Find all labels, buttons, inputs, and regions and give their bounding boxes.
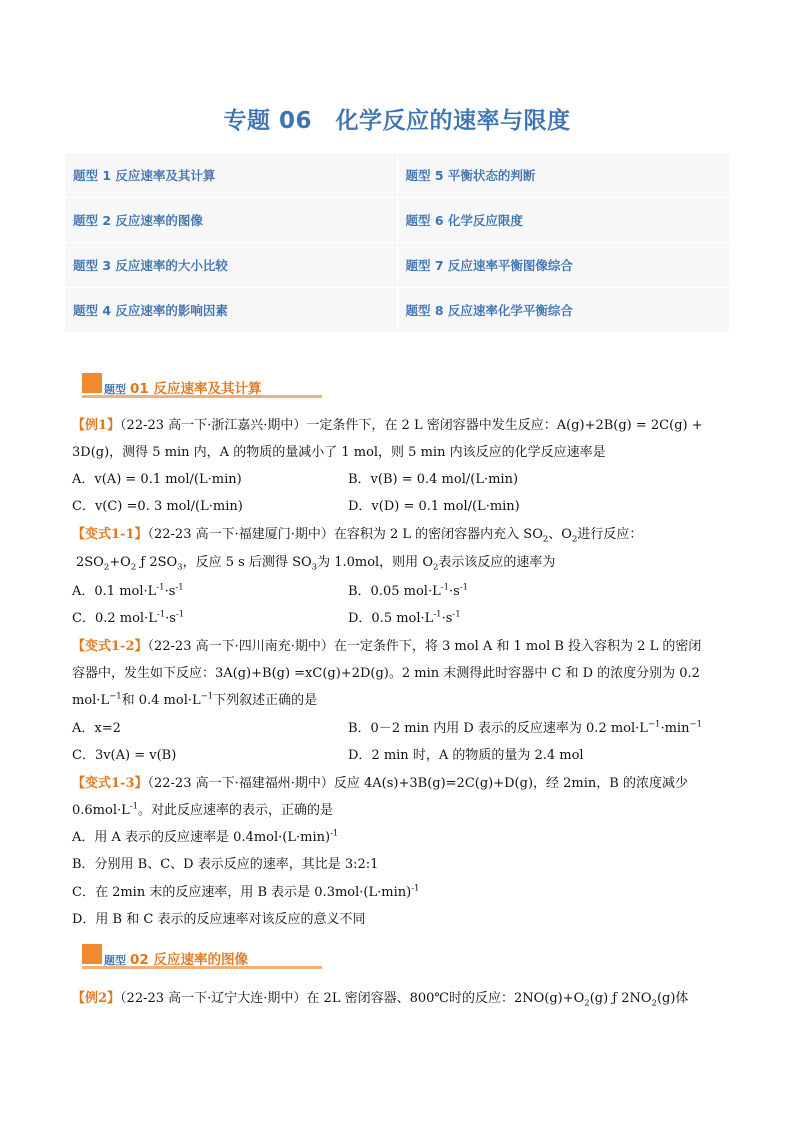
variant-1-1-option-c: C．0.2 $mol\cdot L^{-1}\cdot s^{-1}$ [72,609,185,626]
variant-1-3-option-c: C．在 2min 末的反应速率，用 B 表示是 $0.3mol\cdot(L\cdot\min)^{-1}$ [72,883,420,900]
example-1-line-1: 【例1】（22-23 高一下·浙江嘉兴·期中）一定条件下，在 2 L 密闭容器中发生反应：A(g)+2B(g) = 2C(g) + [72,418,703,433]
toc-item-topic-2[interactable]: 题型 2 反应速率的图像 [65,198,398,243]
variant-1-1-line-2: $2SO_2+O_2$ ƒ $2SO_3$，反应 5 s 后测得 $SO_3$为 1.0mol，则用 $O_2$表示该反应的速率为 [76,555,556,573]
toc-item-topic-5[interactable]: 题型 5 平衡状态的判断 [397,153,730,198]
table-row [65,288,730,333]
variant-1-2-option-c: C．3v(A) = v(B) [72,748,177,763]
variant-1-3-line-2: $0.6mol\cdot L^{-1}$。对此反应速率的表示，正确的是 [72,801,334,818]
page-title: 专题 06 化学反应的速率与限度 [223,108,571,134]
section-prefix: 题型 [104,383,126,396]
variant-1-2-line-3: $mol\cdot L^{-1}$和 0.4 $mol\cdot L^{-1}$下列叙述正确的是 [72,691,318,708]
toc-item-topic-4[interactable]: 题型 4 反应速率的影响因素 [65,288,398,333]
example-tag: 【变式1-2】 [72,639,148,654]
variant-1-3-option-a: A．用 A 表示的反应速率是 $0.4mol\cdot(L\cdot\min)^{-1}$ [72,828,339,845]
variant-1-1-option-b: B．0.05 $mol\cdot L^{-1}\cdot s^{-1}$ [348,582,469,599]
variant-1-2-line-2: 容器中，发生如下反应：3A(g)+B(g) =xC(g)+2D(g)。2 min 末测得此时容器中 C 和 D 的浓度分别为 0.2 [72,666,700,681]
section-prefix: 题型 [104,954,126,967]
example-1-option-b: B．v(B) = 0.4 mol/(L·min) [348,472,519,487]
variant-1-1-line-1: 【变式1-1】（22-23 高一下·福建厦门·期中）在容积为 2 L 的密闭容器内充入 $SO_2$、$O_2$进行反应： [72,527,643,545]
example-1-line-2: 3D(g)，测得 5 min 内，A 的物质的量减小了 1 mol，则 5 min 内该反应的化学反应速率是 [72,445,606,460]
variant-1-1-option-a: A．0.1 $mol\cdot L^{-1}\cdot s^{-1}$ [72,582,184,599]
toc-item-topic-3[interactable]: 题型 3 反应速率的大小比较 [65,243,398,288]
table-row [65,243,730,288]
example-tag: 【变式1-3】 [72,776,148,791]
toc-item-topic-6[interactable]: 题型 6 化学反应限度 [397,198,730,243]
variant-1-2-line-1: 【变式1-2】（22-23 高一下·四川南充·期中）在一定条件下，将 3 mol A 和 1 mol B 投入容积为 2 L 的密闭 [72,639,702,654]
section-marker-icon [82,373,102,393]
variant-1-3-line-1: 【变式1-3】（22-23 高一下·福建福州·期中）反应 4A(s)+3B(g)=2C(g)+D(g)，经 2min，B 的浓度减少 [72,776,688,791]
example-tag: 【变式1-1】 [72,527,148,542]
example-1-option-d: D．v(D) = 0.1 mol/(L·min) [348,499,520,514]
example-tag: 【例2】 [72,991,121,1006]
toc-item-topic-1[interactable]: 题型 1 反应速率及其计算 [65,153,398,198]
topic-index-table [64,152,730,333]
section-marker-icon [82,944,102,964]
example-1-option-a: A．v(A) = 0.1 mol/(L·min) [72,472,242,487]
example-tag: 【例1】 [72,418,121,433]
table-row [65,153,730,198]
example-2-line-1: 【例2】（22-23 高一下·辽宁大连·期中）在 2L 密闭容器、800℃时的反应：$2NO(g)+O_2(g)$ ƒ $2NO_2(g)$体 [72,991,689,1009]
variant-1-2-option-b: B．0－2 min 内用 D 表示的反应速率为 0.2 $mol\cdot L^{-1}\cdot\min^{-1}$ [348,719,702,736]
table-row [65,198,730,243]
example-1-option-c: C．v(C) =0. 3 mol/(L·min) [72,499,243,514]
variant-1-2-option-d: D．2 min 时，A 的物质的量为 2.4 mol [348,748,584,763]
variant-1-3-option-d: D．用 B 和 C 表示的反应速率对该反应的意义不同 [72,912,366,927]
variant-1-3-option-b: B．分别用 B、C、D 表示反应的速率，其比是 3:2:1 [72,857,379,872]
toc-item-topic-8[interactable]: 题型 8 反应速率化学平衡综合 [397,288,730,333]
variant-1-1-option-d: D．0.5 $mol\cdot L^{-1}\cdot s^{-1}$ [348,609,461,626]
section-title: 02 反应速率的图像 [130,952,248,968]
toc-item-topic-7[interactable]: 题型 7 反应速率平衡图像综合 [397,243,730,288]
variant-1-2-option-a: A．x=2 [72,721,121,736]
section-title: 01 反应速率及其计算 [130,381,262,397]
